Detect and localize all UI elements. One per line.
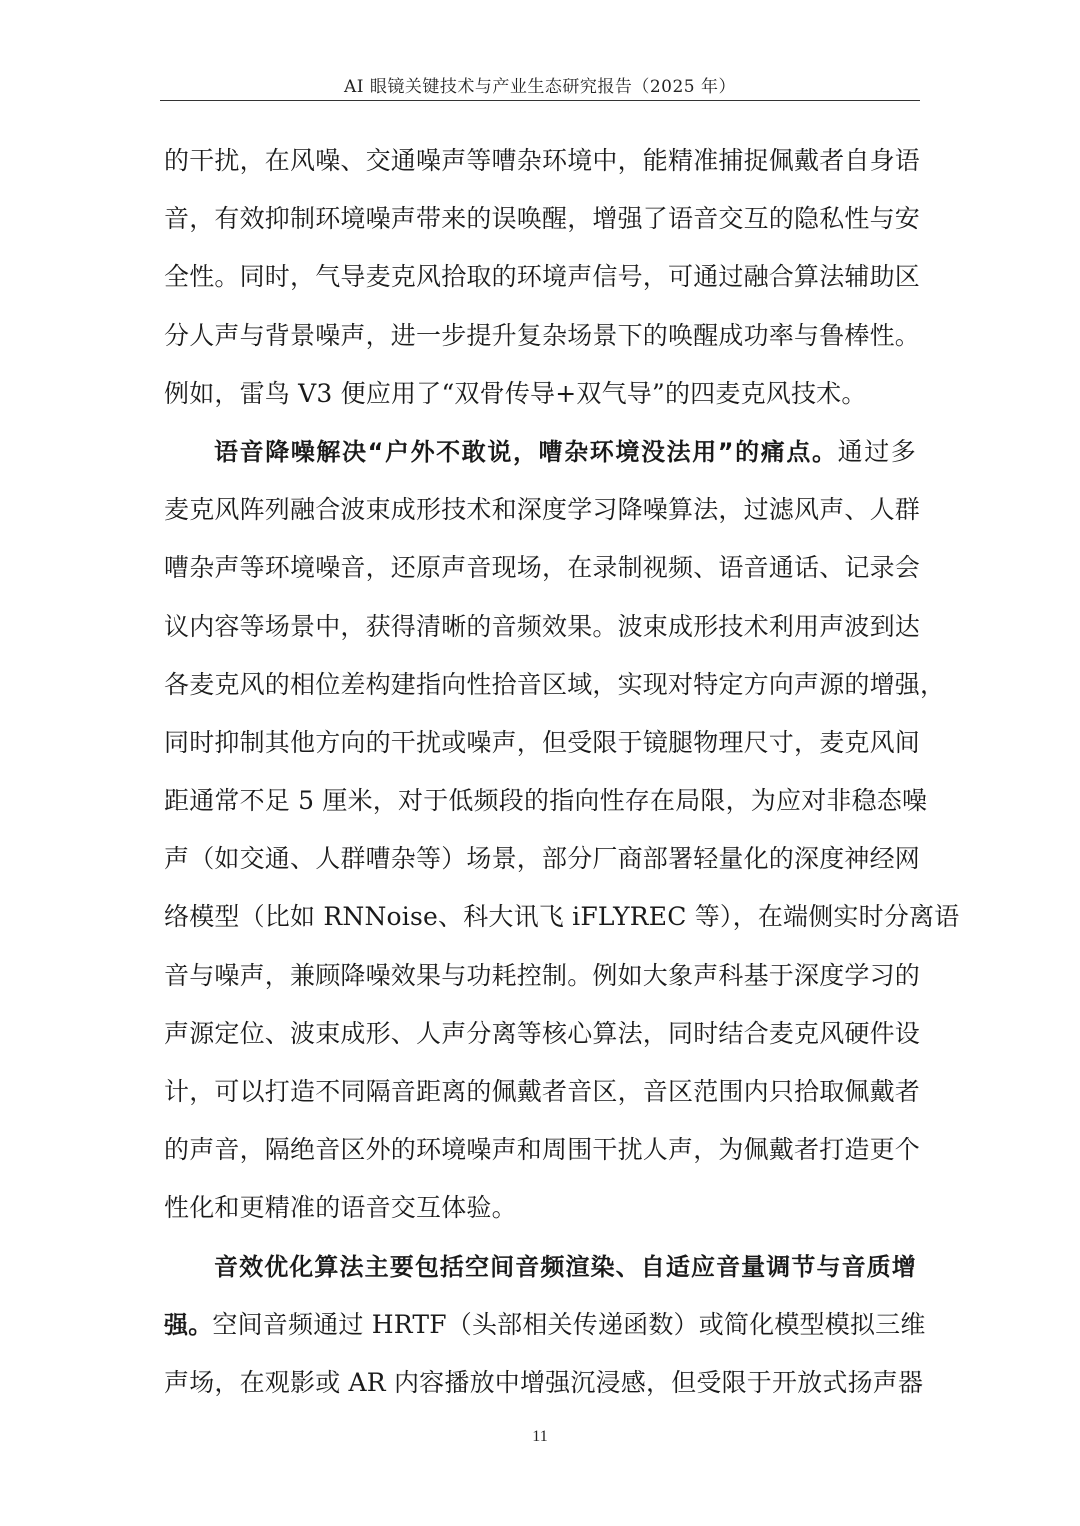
paragraph-line: 音与噪声，兼顾降噪效果与功耗控制。例如大象声科基于深度学习的 [164, 960, 921, 990]
paragraph-line: 嘈杂声等环境噪音，还原声音现场，在录制视频、语音通话、记录会 [164, 553, 921, 583]
page-header: AI 眼镜关键技术与产业生态研究报告（2025 年） [343, 77, 737, 97]
paragraph-lead-bold-cont: 强。 [164, 1310, 213, 1339]
header-divider [160, 100, 920, 101]
paragraph-first-line [164, 1238, 916, 1296]
paragraph-lead-bold: 音效优化算法主要包括空间音频渲染、自适应音量调节与音质增 [214, 1252, 916, 1281]
paragraph-line: 声（如交通、人群嘈杂等）场景，部分厂商部署轻量化的深度神经网 [164, 844, 921, 874]
paragraph-line: 声源定位、波束成形、人声分离等核心算法，同时结合麦克风硬件设 [164, 1018, 921, 1048]
paragraph-line: 络模型（比如 RNNoise、科大讯飞 iFLYREC 等），在端侧实时分离语 [164, 902, 960, 932]
paragraph-line: 距通常不足 5 厘米，对于低频段的指向性存在局限，为应对非稳态噪 [164, 786, 928, 816]
paragraph-line: 议内容等场景中，获得清晰的音频效果。波束成形技术利用声波到达 [164, 611, 921, 641]
paragraph-line: 全性。同时，气导麦克风拾取的环境声信号，可通过融合算法辅助区 [164, 262, 921, 292]
paragraph-line: 性化和更精准的语音交互体验。 [164, 1193, 517, 1223]
paragraph-lead-rest: 通过多 [837, 436, 916, 466]
paragraph-line: 例如，雷鸟 V3 便应用了“双骨传导+双气导”的四麦克风技术。 [164, 378, 867, 408]
paragraph-line: 声场，在观影或 AR 内容播放中增强沉浸感，但受限于开放式扬声器 [164, 1367, 924, 1397]
body-text [164, 132, 960, 1412]
paragraph-line: 的声音，隔绝音区外的环境噪声和周围干扰人声，为佩戴者打造更个 [164, 1135, 921, 1165]
paragraph-line: 计，可以打造不同隔音距离的佩戴者音区，音区范围内只拾取佩戴者 [164, 1077, 921, 1106]
paragraph-line: 麦克风阵列融合波束成形技术和深度学习降噪算法，过滤风声、人群 [164, 495, 921, 525]
paragraph-line: 的干扰，在风噪、交通噪声等嘈杂环境中，能精准捕捉佩戴者自身语 [164, 146, 921, 175]
paragraph-line: 各麦克风的相位差构建指向性拾音区域，实现对特定方向声源的增强， [164, 669, 946, 699]
paragraph-first-line [164, 423, 916, 481]
paragraph-line: 音，有效抑制环境噪声带来的误唤醒，增强了语音交互的隐私性与安 [164, 204, 921, 234]
paragraph-line: 同时抑制其他方向的干扰或噪声，但受限于镜腿物理尺寸，麦克风间 [164, 727, 921, 757]
paragraph-second-line [164, 1296, 926, 1354]
page-number: 11 [532, 1428, 548, 1445]
paragraph-lead-bold: 语音降噪解决“户外不敢说，嘈杂环境没法用”的痛点。 [214, 437, 838, 466]
paragraph-line: 分人声与背景噪声，进一步提升复杂场景下的唤醒成功率与鲁棒性。 [164, 320, 921, 350]
paragraph-lead-rest: 空间音频通过 HRTF（头部相关传递函数）或简化模型模拟三维 [212, 1309, 926, 1339]
